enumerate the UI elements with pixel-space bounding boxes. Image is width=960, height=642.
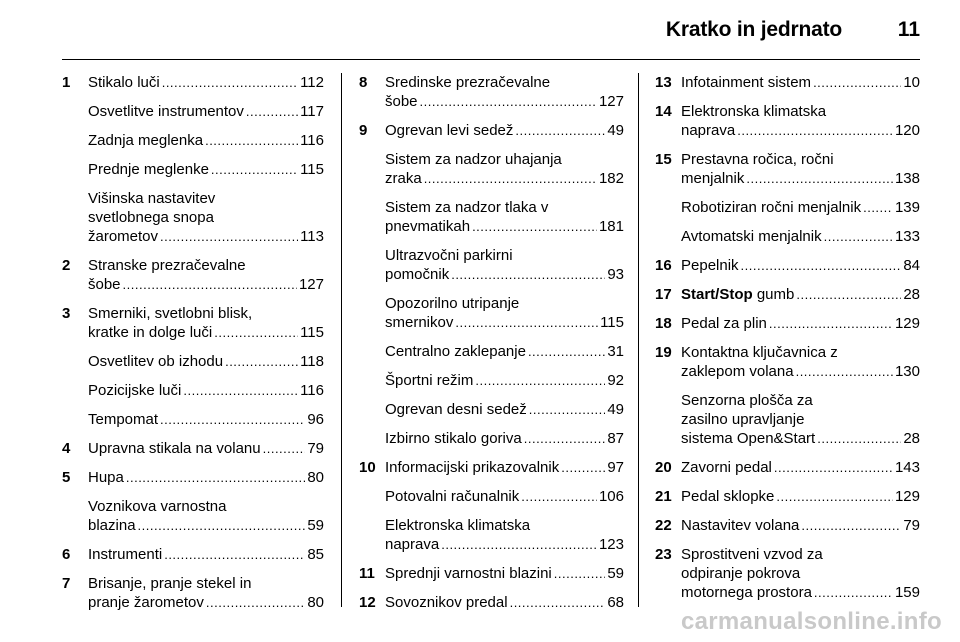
index-entry[interactable] xyxy=(359,564,624,583)
callout-number: 22 xyxy=(655,517,672,534)
index-entry[interactable] xyxy=(62,256,324,294)
index-entry[interactable] xyxy=(359,121,624,140)
leader-dots xyxy=(817,429,901,448)
callout-number: 15 xyxy=(655,151,672,168)
entry-label: motornega prostora xyxy=(681,584,812,601)
entry-label: Sredinske prezračevalne xyxy=(385,74,551,91)
entry-label: Stikalo luči xyxy=(88,74,160,91)
leader-dots xyxy=(246,102,298,121)
index-column-3 xyxy=(655,73,920,612)
page-reference[interactable]: 84 xyxy=(903,257,920,274)
entry-label: Prestavna ročica, ročni xyxy=(681,151,834,168)
entry-label: Brisanje, pranje stekel in xyxy=(88,575,252,592)
index-entry[interactable] xyxy=(655,343,920,381)
page-reference[interactable]: 143 xyxy=(894,459,920,476)
leader-dots xyxy=(263,439,306,458)
callout-number: 19 xyxy=(655,344,672,361)
leader-dots xyxy=(776,487,893,506)
index-entry[interactable] xyxy=(655,102,920,140)
entry-label: kratke in dolge luči xyxy=(88,324,213,341)
entry-label: smernikov xyxy=(385,314,454,331)
index-entry[interactable] xyxy=(655,545,920,602)
leader-dots xyxy=(737,121,893,140)
index-entry[interactable] xyxy=(655,256,920,275)
leader-dots xyxy=(441,535,597,554)
page-reference[interactable]: 80 xyxy=(307,594,324,611)
leader-dots xyxy=(455,313,598,332)
entry-label: Zavorni pedal xyxy=(681,459,772,476)
page-reference[interactable]: 79 xyxy=(307,440,324,457)
entry-label: Hupa xyxy=(88,469,124,486)
entry-label: Tempomat xyxy=(88,411,159,428)
page-reference[interactable]: 93 xyxy=(607,266,624,283)
index-entry[interactable] xyxy=(359,342,624,361)
leader-dots xyxy=(554,564,606,583)
entry-label-bold: Start/Stop xyxy=(681,286,753,303)
leader-dots xyxy=(183,381,298,400)
entry-label: Prednje meglenke xyxy=(88,161,209,178)
column-divider-1 xyxy=(341,73,342,607)
entry-label: Športni režim xyxy=(385,372,474,389)
callout-number: 2 xyxy=(62,257,71,274)
entry-label: Smerniki, svetlobni blisk, xyxy=(88,305,253,322)
entry-label: Potovalni računalnik xyxy=(385,488,520,505)
leader-dots xyxy=(424,169,597,188)
page-reference[interactable]: 129 xyxy=(894,488,920,505)
leader-dots xyxy=(138,516,306,535)
index-entry[interactable] xyxy=(655,285,920,304)
index-entry[interactable] xyxy=(359,371,624,390)
leader-dots xyxy=(741,256,902,275)
entry-label: Informacijski prikazovalnik xyxy=(385,459,560,476)
page-reference[interactable]: 97 xyxy=(607,459,624,476)
entry-label: Sprednji varnostni blazini xyxy=(385,565,552,582)
leader-dots xyxy=(529,400,606,419)
leader-dots xyxy=(813,73,901,92)
index-entry[interactable] xyxy=(62,160,324,179)
index-entry[interactable] xyxy=(62,574,324,612)
leader-dots xyxy=(420,92,597,111)
page-reference[interactable]: 87 xyxy=(607,430,624,447)
entry-label: Voznikova varnostna xyxy=(88,498,227,515)
callout-number: 12 xyxy=(359,594,376,611)
index-entry[interactable] xyxy=(655,391,920,448)
leader-dots xyxy=(801,516,901,535)
entry-label: gumb xyxy=(752,286,795,303)
index-entry[interactable] xyxy=(359,150,624,188)
leader-dots xyxy=(126,468,305,487)
entry-label: Osvetlitev ob izhodu xyxy=(88,353,224,370)
entry-label: šobe xyxy=(385,93,418,110)
page-reference[interactable]: 138 xyxy=(894,170,920,187)
entry-label: Robotiziran ročni menjalnik xyxy=(681,199,862,216)
index-entry[interactable] xyxy=(62,497,324,535)
entry-label: Kontaktna ključavnica z xyxy=(681,344,838,361)
page-reference[interactable]: 59 xyxy=(607,565,624,582)
entry-label: odpiranje pokrova xyxy=(681,565,801,582)
page-title: Kratko in jedrnato xyxy=(665,18,842,41)
entry-label: šobe xyxy=(88,276,121,293)
index-entry[interactable] xyxy=(359,429,624,448)
page-reference[interactable]: 117 xyxy=(300,103,324,120)
index-entry[interactable] xyxy=(62,102,324,121)
page-reference[interactable]: 79 xyxy=(903,517,920,534)
leader-dots xyxy=(160,227,298,246)
callout-number: 18 xyxy=(655,315,672,332)
index-entry[interactable] xyxy=(62,131,324,150)
index-entry[interactable] xyxy=(62,468,324,487)
leader-dots xyxy=(475,371,605,390)
leader-dots xyxy=(205,131,298,150)
callout-number: 16 xyxy=(655,257,672,274)
leader-dots xyxy=(472,217,597,236)
entry-label: Ogrevan desni sedež xyxy=(385,401,527,418)
entry-label: Sovoznikov predal xyxy=(385,594,508,611)
leader-dots xyxy=(162,73,298,92)
callout-number: 4 xyxy=(62,440,71,457)
entry-label: Ultrazvočni parkirni xyxy=(385,247,513,264)
leader-dots xyxy=(528,342,605,361)
index-entry[interactable] xyxy=(359,246,624,284)
index-entry[interactable] xyxy=(655,314,920,333)
entry-label: Centralno zaklepanje xyxy=(385,343,526,360)
entry-label: menjalnik xyxy=(681,170,745,187)
leader-dots xyxy=(774,458,893,477)
entry-label: zraka xyxy=(385,170,422,187)
index-entry[interactable] xyxy=(359,516,624,554)
page-reference[interactable]: 129 xyxy=(894,315,920,332)
entry-label: naprava xyxy=(681,122,736,139)
entry-label: Pepelnik xyxy=(681,257,739,274)
callout-number: 21 xyxy=(655,488,672,505)
index-entry[interactable] xyxy=(359,487,624,506)
leader-dots xyxy=(796,362,893,381)
leader-dots xyxy=(521,487,597,506)
entry-label: Višinska nastavitev xyxy=(88,190,216,207)
index-entry[interactable] xyxy=(655,516,920,535)
index-entry[interactable] xyxy=(359,73,624,111)
entry-label: svetlobnega snopa xyxy=(88,209,214,226)
page-reference[interactable]: 10 xyxy=(903,74,920,91)
callout-number: 1 xyxy=(62,74,71,91)
page-reference[interactable]: 49 xyxy=(607,401,624,418)
header-divider xyxy=(62,59,920,60)
index-entry[interactable] xyxy=(62,545,324,564)
index-entry[interactable] xyxy=(359,458,624,477)
index-entry[interactable] xyxy=(655,227,920,246)
entry-label: pomočnik xyxy=(385,266,450,283)
entry-label: pnevmatikah xyxy=(385,218,471,235)
entry-label: Sistem za nadzor uhajanja xyxy=(385,151,562,168)
page-reference[interactable]: 130 xyxy=(894,363,920,380)
entry-label: Sprostitveni vzvod za xyxy=(681,546,823,563)
index-entry[interactable] xyxy=(655,73,920,92)
callout-number: 11 xyxy=(359,565,375,582)
index-entry[interactable] xyxy=(62,352,324,371)
page-reference[interactable]: 115 xyxy=(600,314,624,331)
page-reference[interactable]: 85 xyxy=(307,546,324,563)
page-reference[interactable]: 159 xyxy=(894,584,920,601)
callout-number: 23 xyxy=(655,546,672,563)
leader-dots xyxy=(524,429,606,448)
leader-dots xyxy=(769,314,893,333)
index-entry[interactable] xyxy=(655,150,920,188)
leader-dots xyxy=(814,583,893,602)
page-reference[interactable]: 120 xyxy=(894,122,920,139)
callout-number: 20 xyxy=(655,459,672,476)
leader-dots xyxy=(206,593,305,612)
page-reference[interactable]: 49 xyxy=(607,122,624,139)
entry-label: Ogrevan levi sedež xyxy=(385,122,514,139)
callout-number: 7 xyxy=(62,575,71,592)
index-entry[interactable] xyxy=(655,198,920,217)
entry-label: Izbirno stikalo goriva xyxy=(385,430,522,447)
index-entry[interactable] xyxy=(359,400,624,419)
page-reference[interactable]: 59 xyxy=(307,517,324,534)
index-entry[interactable] xyxy=(62,381,324,400)
page-reference[interactable]: 68 xyxy=(607,594,624,611)
watermark: carmanualsonline.info xyxy=(680,608,942,635)
page-reference[interactable]: 106 xyxy=(598,488,624,505)
page-reference[interactable]: 28 xyxy=(903,286,920,303)
page-reference[interactable]: 113 xyxy=(300,228,324,245)
entry-label: Stranske prezračevalne xyxy=(88,257,246,274)
page-reference[interactable]: 80 xyxy=(307,469,324,486)
callout-number: 17 xyxy=(655,286,672,303)
index-column-1 xyxy=(62,73,324,622)
index-entry[interactable] xyxy=(359,593,624,612)
leader-dots xyxy=(211,160,298,179)
entry-label: Elektronska klimatska xyxy=(385,517,531,534)
entry-label: zaklepom volana xyxy=(681,363,794,380)
entry-label: Instrumenti xyxy=(88,546,163,563)
entry-label: zasilno upravljanje xyxy=(681,411,805,428)
leader-dots xyxy=(796,285,901,304)
page-reference[interactable]: 28 xyxy=(903,430,920,447)
page-reference[interactable]: 115 xyxy=(300,161,324,178)
index-entry[interactable] xyxy=(62,189,324,246)
entry-label: Nastavitev volana xyxy=(681,517,800,534)
entry-label: pranje žarometov xyxy=(88,594,204,611)
index-entry[interactable] xyxy=(62,439,324,458)
entry-label: Infotainment sistem xyxy=(681,74,812,91)
index-entry[interactable] xyxy=(62,304,324,342)
entry-label: Elektronska klimatska xyxy=(681,103,827,120)
leader-dots xyxy=(824,227,893,246)
entry-label: blazina xyxy=(88,517,136,534)
leader-dots xyxy=(510,593,606,612)
page-header xyxy=(0,0,960,58)
column-divider-2 xyxy=(638,73,639,607)
page-reference[interactable]: 182 xyxy=(598,170,624,187)
page-reference[interactable]: 116 xyxy=(300,382,324,399)
entry-label: Osvetlitve instrumentov xyxy=(88,103,244,120)
page-reference[interactable]: 92 xyxy=(607,372,624,389)
callout-number: 5 xyxy=(62,469,71,486)
page-reference[interactable]: 133 xyxy=(894,228,920,245)
leader-dots xyxy=(451,265,605,284)
callout-number: 8 xyxy=(359,74,368,91)
callout-number: 3 xyxy=(62,305,71,322)
page-reference[interactable]: 116 xyxy=(300,132,324,149)
page-reference[interactable]: 181 xyxy=(598,218,624,235)
page-reference[interactable]: 31 xyxy=(607,343,624,360)
leader-dots xyxy=(123,275,297,294)
entry-label: Sistem za nadzor tlaka v xyxy=(385,199,549,216)
callout-number: 9 xyxy=(359,122,368,139)
entry-label: Pozicijske luči xyxy=(88,382,182,399)
page-reference[interactable]: 127 xyxy=(598,93,624,110)
index-entry[interactable] xyxy=(62,410,324,429)
index-entry[interactable] xyxy=(359,294,624,332)
index-entry[interactable] xyxy=(655,487,920,506)
entry-label: Senzorna plošča za xyxy=(681,392,813,409)
callout-number: 10 xyxy=(359,459,376,476)
callout-number: 13 xyxy=(655,74,672,91)
callout-number: 6 xyxy=(62,546,71,563)
page-reference[interactable]: 96 xyxy=(307,411,324,428)
page-reference[interactable]: 123 xyxy=(598,536,624,553)
page-reference[interactable]: 115 xyxy=(300,324,324,341)
leader-dots xyxy=(160,410,305,429)
leader-dots xyxy=(164,545,305,564)
callout-number: 14 xyxy=(655,103,672,120)
page-reference[interactable]: 112 xyxy=(300,74,324,91)
leader-dots xyxy=(746,169,893,188)
leader-dots xyxy=(515,121,605,140)
leader-dots xyxy=(863,198,893,217)
page-reference[interactable]: 118 xyxy=(300,353,324,370)
entry-label: Zadnja meglenka xyxy=(88,132,204,149)
entry-label: Pedal za plin xyxy=(681,315,767,332)
leader-dots xyxy=(225,352,298,371)
entry-label: Opozorilno utripanje xyxy=(385,295,520,312)
entry-label: naprava xyxy=(385,536,440,553)
index-entry[interactable] xyxy=(62,73,324,92)
entry-label: Avtomatski menjalnik xyxy=(681,228,822,245)
entry-label: žarometov xyxy=(88,228,159,245)
page-reference[interactable]: 139 xyxy=(894,199,920,216)
page-reference[interactable]: 127 xyxy=(298,276,324,293)
leader-dots xyxy=(214,323,298,342)
leader-dots xyxy=(561,458,605,477)
entry-label: sistema Open&Start xyxy=(681,430,816,447)
index-entry[interactable] xyxy=(359,198,624,236)
page-number: 11 xyxy=(897,18,920,41)
index-column-2 xyxy=(359,73,624,622)
entry-label: Upravna stikala na volanu xyxy=(88,440,261,457)
index-entry[interactable] xyxy=(655,458,920,477)
entry-label: Pedal sklopke xyxy=(681,488,775,505)
